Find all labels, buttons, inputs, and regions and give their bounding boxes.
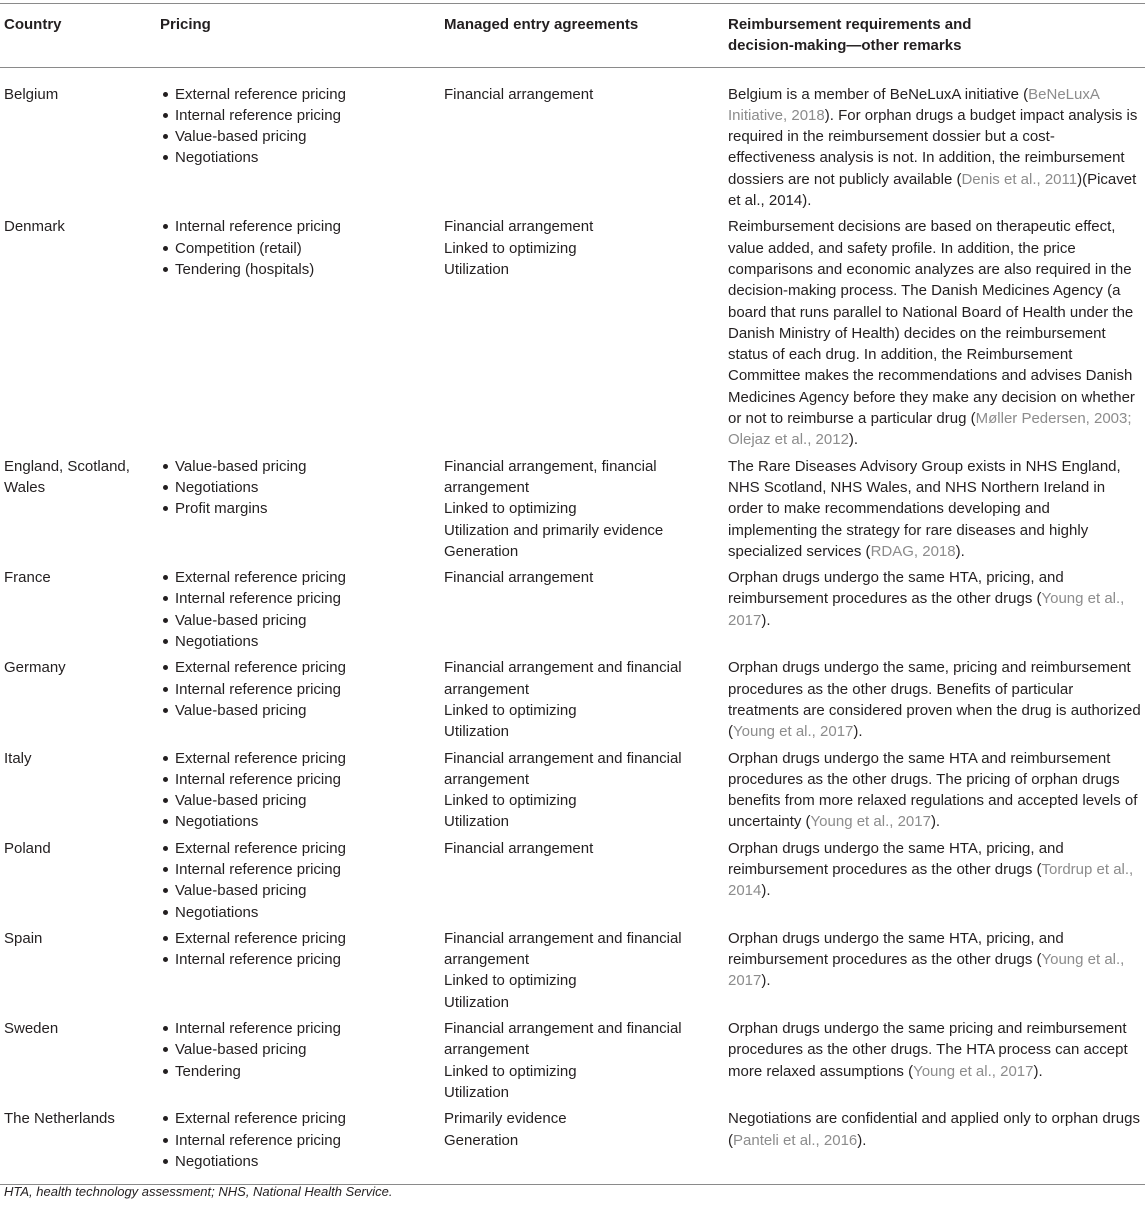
citation-link[interactable]: Panteli et al., 2016 [733,1131,858,1149]
pricing-cell [156,67,440,211]
managed-entry-cell [440,652,724,742]
remarks-text: Orphan drugs undergo the same HTA, pricing, and reimbursement procedures as the other drugs ( [728,569,1064,608]
table-row [0,211,1145,450]
managed-entry-item: Utilization [444,993,510,1011]
pricing-list [160,928,436,971]
data-table [0,3,1145,1185]
header-managed-entry-agreements: Managed entry agreements [440,4,724,68]
country-cell: The Netherlands [0,1103,156,1184]
pricing-item: Negotiations [160,631,436,652]
remarks-text: Orphan drugs undergo the same, pricing and reimbursement procedures as the other drugs. Benefits of particular treatments are considered proven when the drug is authorized ( [728,659,1141,741]
country-cell: Germany [4,659,66,677]
pricing-item: External reference pricing [160,928,436,949]
pricing-item: Internal reference pricing [160,769,436,790]
header-row [0,4,1145,68]
citation-link[interactable]: Young et al., 2017 [728,590,1125,629]
pricing-item: Internal reference pricing [160,105,436,126]
header-remarks-line1: Reimbursement requirements and [728,16,972,33]
remarks-text: Belgium is a member of BeNeLuxA initiative ( [728,85,1029,103]
table-row [0,923,1145,1013]
remarks-text: Negotiations are confidential and applied only to orphan drugs ( [728,1110,1140,1149]
managed-entry-cell [440,67,724,211]
managed-entry-item: Financial arrangement [444,839,594,857]
managed-entry-item: Utilization and primarily evidence [444,521,664,539]
managed-entry-item: Linked to optimizing [444,239,577,257]
managed-entry-item: Utilization [444,723,510,741]
citation-link[interactable]: BeNeLuxA Initiative, 2018 [728,85,1100,124]
pricing-item: Internal reference pricing [160,1018,436,1039]
managed-entry-item: Linked to optimizing [444,701,577,719]
table-row [0,67,1145,211]
remarks-text: ). [857,1131,867,1149]
country-cell: Spain [4,929,43,947]
citation-link[interactable]: Tordrup et al., 2014 [728,860,1134,900]
pricing-item: Tendering [160,1061,436,1082]
pricing-item: External reference pricing [160,567,436,588]
managed-entry-item: Linked to optimizing [444,1062,577,1080]
pricing-list [160,657,436,721]
pricing-item: Value-based pricing [160,456,436,477]
header-country: Country [0,4,156,68]
pricing-item: Internal reference pricing [160,679,436,700]
pricing-item: Internal reference pricing [160,949,436,970]
managed-entry-item: Utilization [444,813,510,831]
remarks-text: ). [761,972,771,990]
remarks-cell [724,451,1145,562]
remarks-text: )(Picavet et al., 2014). [728,170,1137,210]
pricing-list [160,1108,436,1172]
pricing-item: Negotiations [160,811,436,832]
remarks-text: ). For orphan drugs a budget impact analysis is required in the reimbursement dossier but a cost-effectiveness analysis is not. In addition, the reimbursement dossiers are not publicly available ( [728,106,1138,188]
managed-entry-cell [440,923,724,1013]
pricing-item: Value-based pricing [160,610,436,631]
country-cell: France [4,569,51,587]
managed-entry-item: Generation [444,1131,519,1149]
citation-link[interactable]: Young et al., 2017 [810,813,931,831]
header-remarks [724,4,1145,68]
remarks-text: Orphan drugs undergo the same HTA, pricing, and reimbursement procedures as the other drugs ( [728,929,1064,969]
managed-entry-cell [440,743,724,833]
remarks-cell [724,652,1145,742]
pricing-item: Tendering (hospitals) [160,259,436,280]
country-cell: Sweden [4,1020,59,1038]
pricing-cell [156,743,440,833]
managed-entry-item: Utilization [444,260,510,278]
managed-entry-item: Linked to optimizing [444,792,577,810]
pricing-item: Internal reference pricing [160,216,436,237]
managed-entry-cell [440,1013,724,1103]
managed-entry-item: Financial arrangement [444,218,594,236]
remarks-cell [724,1103,1145,1184]
remarks-text: Orphan drugs undergo the same HTA, pricing, and reimbursement procedures as the other drugs ( [728,839,1064,878]
managed-entry-cell [440,451,724,562]
table-row [0,833,1145,923]
remarks-text: The Rare Diseases Advisory Group exists in NHS England, NHS Scotland, NHS Wales, and NHS Northern Ireland in order to make recommendations developing and implementing the strategy for rare diseases and highly specialized services ( [728,457,1121,560]
remarks-cell [724,67,1145,211]
citation-link[interactable]: Young et al., 2017 [733,723,854,741]
remarks-text: Orphan drugs undergo the same HTA and reimbursement procedures as the other drugs. The pricing of orphan drugs benefits from more relaxed regulations and accepted levels of uncertainty ( [728,749,1138,831]
pricing-item: Value-based pricing [160,880,436,901]
country-cell: Italy [4,749,32,767]
remarks-cell [724,211,1145,450]
pricing-item: External reference pricing [160,657,436,678]
pricing-cell [156,652,440,742]
managed-entry-item: Financial arrangement and financial arrangement [444,659,682,698]
remarks-text: Reimbursement decisions are based on therapeutic effect, value added, and safety profile. In addition, the price comparisons and economic analyzes are also required in the decision-making process. The Danish Medicines Agency (a board that runs parallel to National Board of Health under the Danish Ministry of Health) decides on the reimbursement status of each drug. In addition, the Reimbursement Committee makes the recommendations and advises Danish Medicines Agency before they make any decision on whether or not to reimburse a particular drug ( [728,218,1135,428]
remarks-text: ). [955,542,965,560]
pricing-item: External reference pricing [160,748,436,769]
pricing-item: Profit margins [160,498,436,519]
remarks-text: Orphan drugs undergo the same pricing and reimbursement procedures as the other drugs. The HTA process can accept more relaxed assumptions ( [728,1020,1128,1080]
managed-entry-cell [440,833,724,923]
pricing-cell [156,1013,440,1103]
pricing-cell [156,1103,440,1184]
pricing-item: Negotiations [160,902,436,923]
pricing-item: Value-based pricing [160,1039,436,1060]
pricing-list [160,1018,436,1082]
pricing-item: Negotiations [160,477,436,498]
table-row [0,743,1145,833]
managed-entry-item: Financial arrangement, financial arrangement [444,457,657,496]
remarks-text: ). [853,723,863,741]
citation-link[interactable]: Young et al., 2017 [728,951,1125,990]
table-row [0,562,1145,652]
remarks-cell [724,562,1145,652]
managed-entry-item: Linked to optimizing [444,500,577,518]
managed-entry-item: Utilization [444,1083,510,1101]
pricing-cell [156,562,440,652]
managed-entry-item: Financial arrangement and financial arrangement [444,1020,682,1059]
table-footnote: HTA, health technology assessment; NHS, National Health Service. [4,1184,393,1199]
table-row [0,652,1145,742]
pricing-cell [156,451,440,562]
pricing-list [160,838,436,923]
citation-link[interactable]: Møller Pedersen, 2003; Olejaz et al., 2012 [728,410,1132,449]
managed-entry-item: Financial arrangement and financial arrangement [444,929,682,969]
pricing-item: Internal reference pricing [160,1130,436,1151]
pricing-item: External reference pricing [160,1108,436,1129]
remarks-cell [724,833,1145,923]
managed-entry-item: Financial arrangement and financial arrangement [444,749,682,788]
pricing-item: Negotiations [160,147,436,168]
country-cell: England, Scotland, Wales [4,457,130,496]
pricing-list [160,748,436,833]
remarks-text: ). [930,813,941,831]
header-remarks-line2: decision-making—other remarks [728,37,962,55]
pricing-item: Competition (retail) [160,238,436,259]
pricing-cell [156,211,440,450]
pricing-item: Internal reference pricing [160,588,436,609]
country-cell: Belgium [4,85,59,103]
citation-link[interactable]: Young et al., 2017 [913,1062,1034,1080]
pricing-item: External reference pricing [160,838,436,859]
country-cell: Poland [4,839,51,857]
table-row [0,1103,1145,1184]
managed-entry-cell [440,562,724,652]
country-cell: Denmark [4,218,65,236]
remarks-text: ). [761,882,771,900]
pricing-item: Value-based pricing [160,790,436,811]
pricing-list [160,84,436,169]
remarks-text: ). [761,611,771,629]
managed-entry-item: Financial arrangement [444,85,594,103]
remarks-cell [724,1013,1145,1103]
remarks-cell [724,923,1145,1013]
pricing-item: Negotiations [160,1151,436,1172]
managed-entry-item: Linked to optimizing [444,972,577,990]
remarks-cell [724,743,1145,833]
remarks-text: ). [848,431,859,449]
pricing-list [160,567,436,652]
pricing-list [160,216,436,280]
remarks-text: ). [1033,1062,1043,1080]
table-row [0,1013,1145,1103]
pricing-item: Value-based pricing [160,126,436,147]
pricing-item: Internal reference pricing [160,859,436,880]
pricing-cell [156,833,440,923]
managed-entry-item: Generation [444,542,519,560]
pricing-item: External reference pricing [160,84,436,105]
pricing-cell [156,923,440,1013]
managed-entry-item: Financial arrangement [444,569,594,587]
managed-entry-cell [440,211,724,450]
citation-link[interactable]: RDAG, 2018 [870,542,956,560]
pricing-list [160,456,436,520]
citation-link[interactable]: Denis et al., 2011 [961,170,1078,188]
pricing-item: Value-based pricing [160,700,436,721]
managed-entry-item: Primarily evidence [444,1110,567,1128]
table-row [0,451,1145,562]
managed-entry-cell [440,1103,724,1184]
header-pricing: Pricing [156,4,440,68]
